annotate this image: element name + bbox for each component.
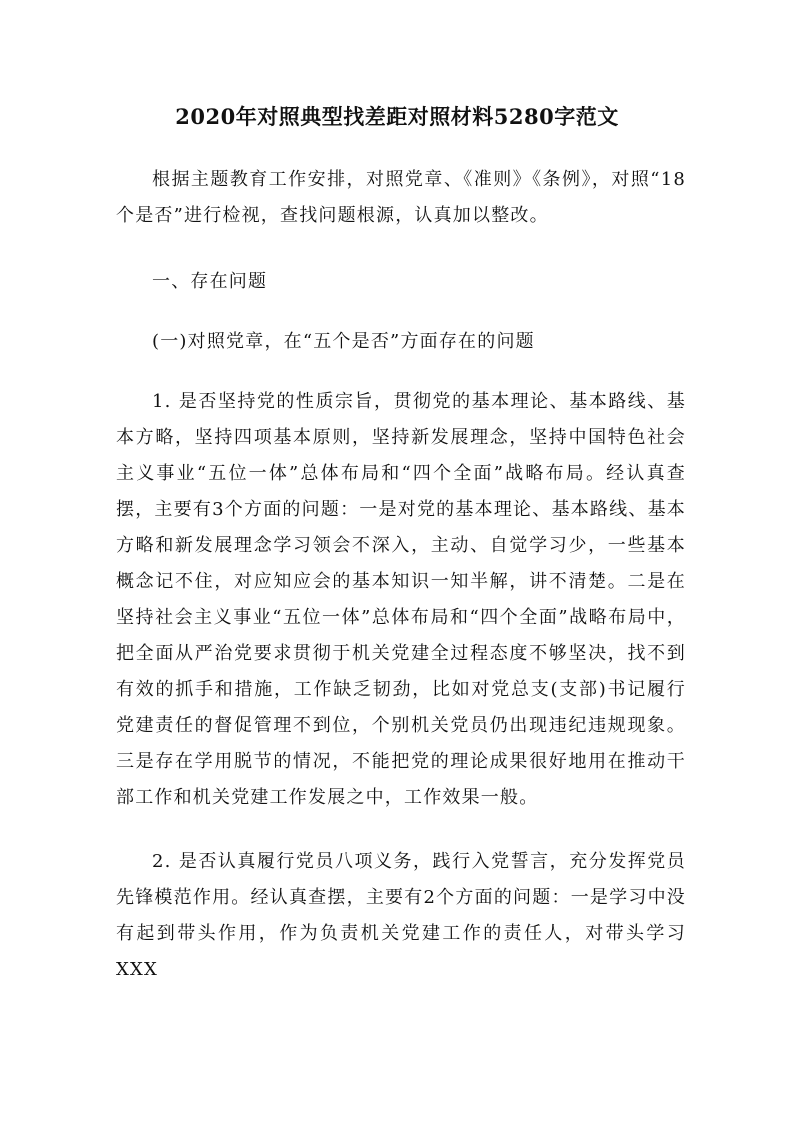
intro-paragraph: 根据主题教育工作安排，对照党章、《准则》《条例》，对照“18个是否”进行检视，查找问题根源，认真加以整改。	[116, 169, 686, 226]
item-1-paragraph: 1. 是否坚持党的性质宗旨，贯彻党的基本理论、基本路线、基本方略，坚持四项基本原则，坚持新发展理念，坚持中国特色社会主义事业“五位一体”总体布局和“四个全面”战略布局。经认真查摆，主要有3个方面的问题：一是对党的基本理论、基本路线、基本方略和新发展理念学习领会不深入，主动、自觉学习少，一些基本概念记不住，对应知应会的基本知识一知半解，讲不清楚。二是在坚持社会主义事业“五位一体”总体布局和“四个全面”战略布局中，把全面从严治党要求贯彻于机关党建全过程态度不够坚决，找不到有效的抓手和措施，工作缺乏韧劲，比如对党总支(支部)书记履行党建责任的督促管理不到位，个别机关党员仍出现违纪违规现象。三是存在学用脱节的情况，不能把党的理论成果很好地用在推动干部工作和机关党建工作发展之中，工作效果一般。	[116, 391, 686, 808]
document-title: 2020年对照典型找差距对照材料5280字范文	[175, 104, 619, 129]
subsection-heading: (一)对照党章，在“五个是否”方面存在的问题	[152, 331, 535, 352]
document-body	[116, 162, 686, 1018]
item-2-paragraph: 2. 是否认真履行党员八项义务，践行入党誓言，充分发挥党员先锋模范作用。经认真查摆，主要有2个方面的问题：一是学习中没有起到带头作用，作为负责机关党建工作的责任人，对带头学习XXX	[116, 851, 686, 980]
section-heading: 一、存在问题	[152, 271, 268, 292]
